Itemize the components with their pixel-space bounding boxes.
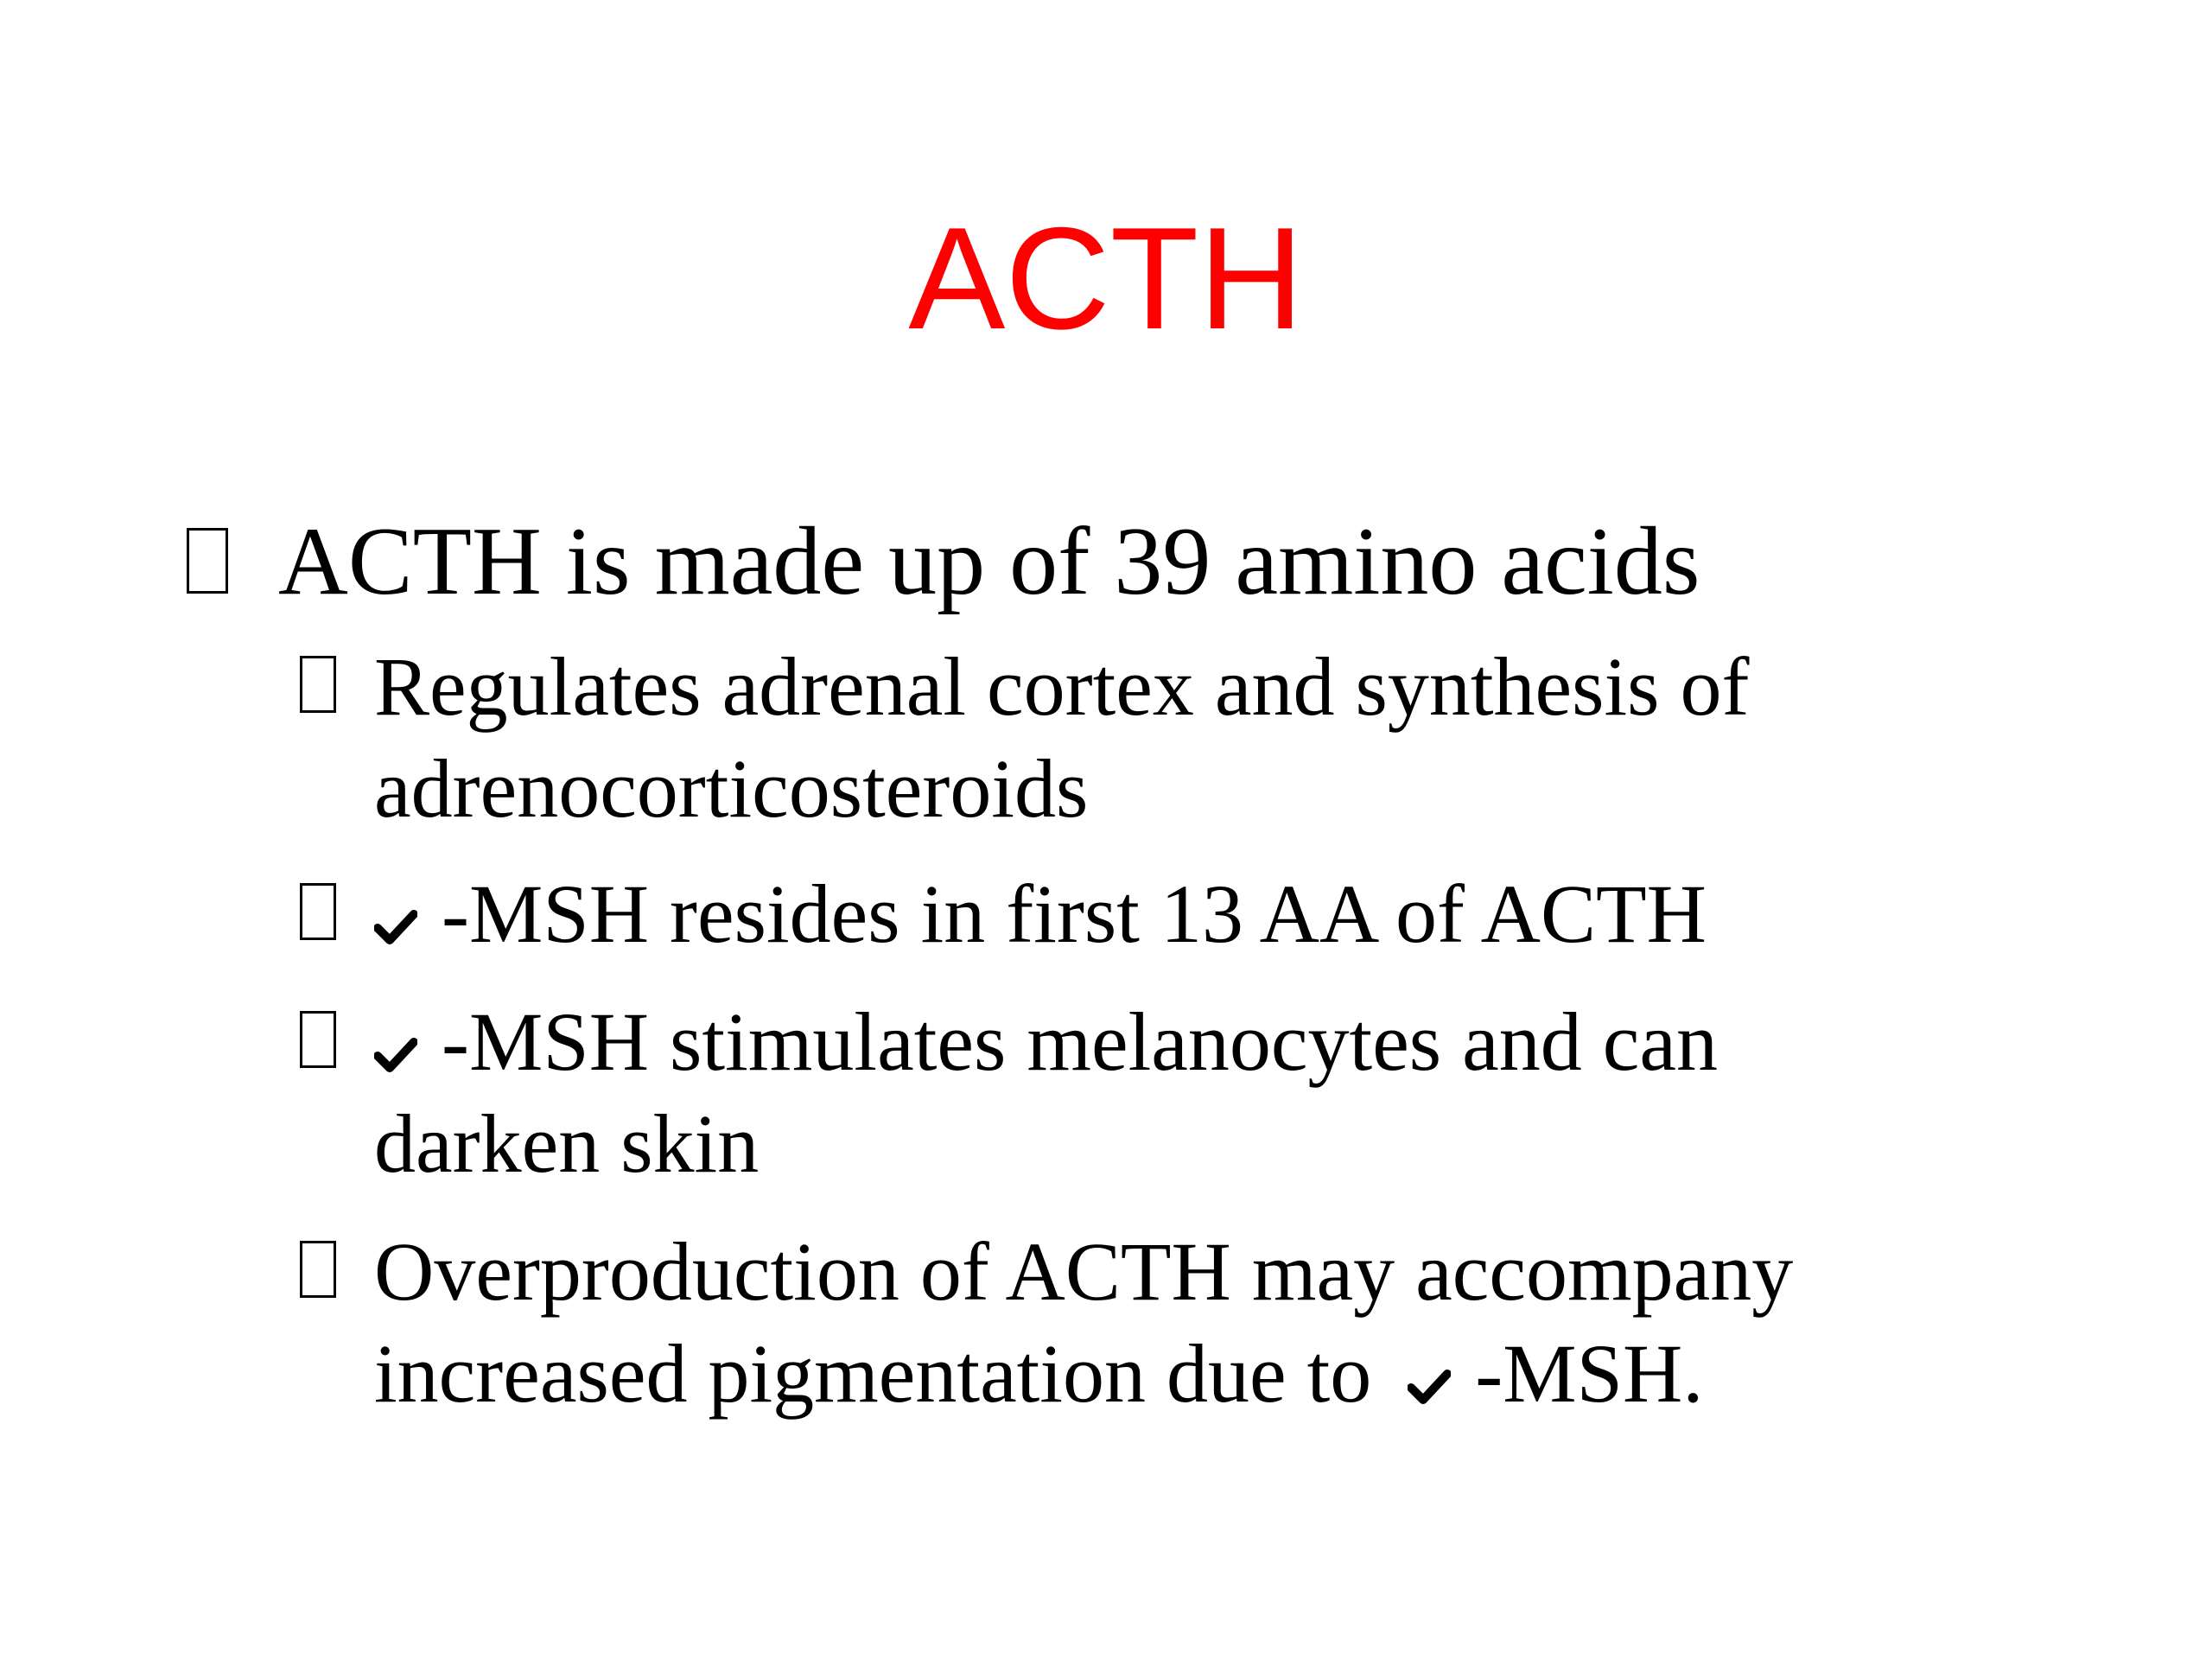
bullet-text-line: adrenocorticosteroids [374, 742, 1089, 835]
missing-glyph-box-icon [187, 528, 228, 594]
checkmark-icon [374, 994, 417, 1097]
checkmark-icon [1408, 1325, 1451, 1429]
missing-glyph-box-icon [300, 1241, 336, 1298]
bullet-text-line: darken skin [374, 1097, 760, 1190]
bullet-text-line [374, 990, 1718, 1094]
bullet-text-line: Overproduction of ACTH may accompany [374, 1225, 1794, 1318]
bullet-text: ACTH is made up of 39 amino acids [278, 508, 1700, 615]
slide-title: ACTH [908, 197, 1304, 359]
msh-text: -MSH. [1475, 1327, 1704, 1420]
checkmark-icon [374, 866, 417, 969]
missing-glyph-box-icon [300, 883, 336, 940]
bullet-text-line [374, 1322, 1703, 1426]
bullet-text-line [374, 862, 1707, 966]
msh-text: -MSH stimulates melanocytes and can [442, 995, 1718, 1088]
missing-glyph-box-icon [300, 1011, 336, 1068]
missing-glyph-box-icon [300, 656, 336, 713]
pigmentation-text: increased pigmentation due to [374, 1327, 1393, 1420]
bullet-text-line: Regulates adrenal cortex and synthesis of [374, 640, 1750, 733]
msh-text: -MSH resides in first 13 AA of ACTH [442, 868, 1707, 960]
